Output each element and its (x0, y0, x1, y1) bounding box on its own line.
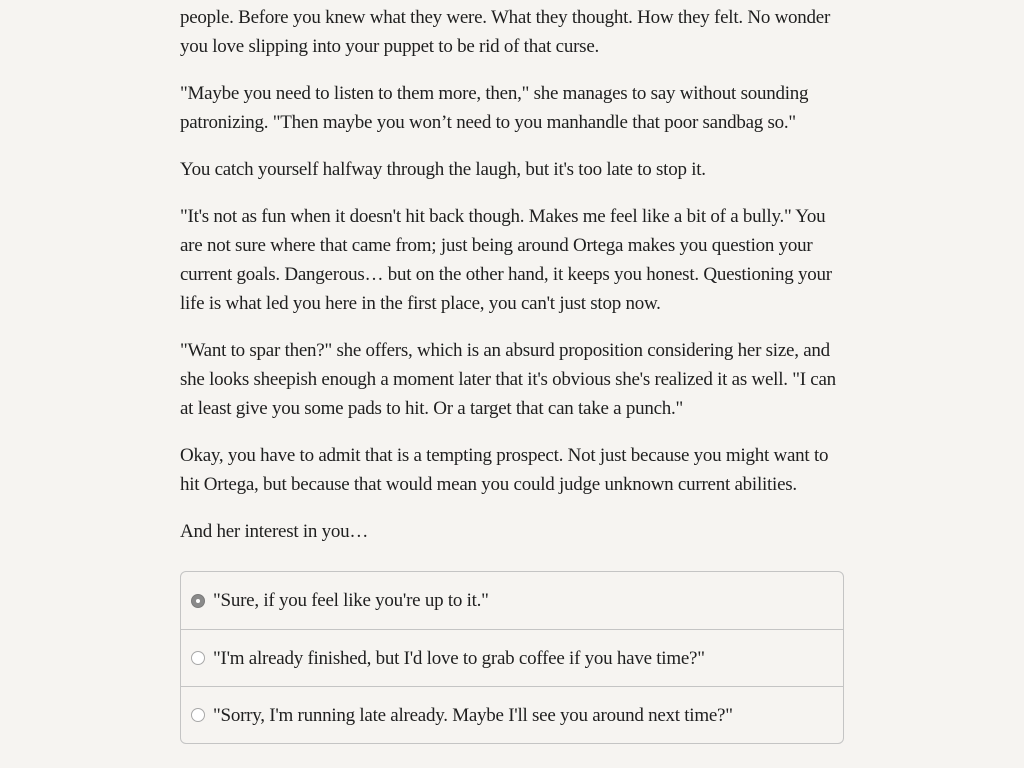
story-text (180, 3, 844, 546)
story-paragraph: And her interest in you… (180, 521, 369, 542)
story-page (180, 0, 844, 726)
story-paragraph: "Want to spar then?" she offers, which is an absurd proposition considering her size, and she looks sheepish enough a moment later that it's obvious she's realized it as well. "I can at least give you some pads to hit. Or a target that can take a punch." (180, 340, 836, 419)
story-paragraph: You catch yourself halfway through the laugh, but it's too late to stop it. (180, 159, 706, 180)
choice-label: "Sure, if you feel like you're up to it." (213, 590, 489, 611)
choice-label: "Sorry, I'm running late already. Maybe I'll see you around next time?" (213, 704, 733, 726)
radio-unselected-icon[interactable] (191, 651, 205, 665)
choice-option-1[interactable] (181, 572, 843, 629)
radio-selected-icon[interactable] (191, 594, 205, 608)
radio-unselected-icon[interactable] (191, 708, 205, 722)
choice-label: "I'm already finished, but I'd love to grab coffee if you have time?" (213, 647, 705, 669)
story-paragraph: Okay, you have to admit that is a tempting prospect. Not just because you might want to hit Ortega, but because that would mean you could judge unknown current abilities. (180, 445, 829, 495)
story-paragraph: "It's not as fun when it doesn't hit back though. Makes me feel like a bit of a bully." You are not sure where that came from; just being around Ortega makes you question your current goals. Dangerous… but on the other hand, it keeps you honest. Questioning your life is what led you here in the first place, you can't just stop now. (180, 206, 832, 314)
story-paragraph: people. Before you knew what they were. What they thought. How they felt. No wonder you love slipping into your puppet to be rid of that curse. (180, 7, 831, 57)
choice-option-3[interactable] (181, 686, 843, 743)
choice-option-2[interactable] (181, 629, 843, 686)
choice-list (180, 571, 844, 744)
story-paragraph: "Maybe you need to listen to them more, then," she manages to say without sounding patronizing. "Then maybe you won’t need to you manhandle that poor sandbag so." (180, 83, 809, 133)
